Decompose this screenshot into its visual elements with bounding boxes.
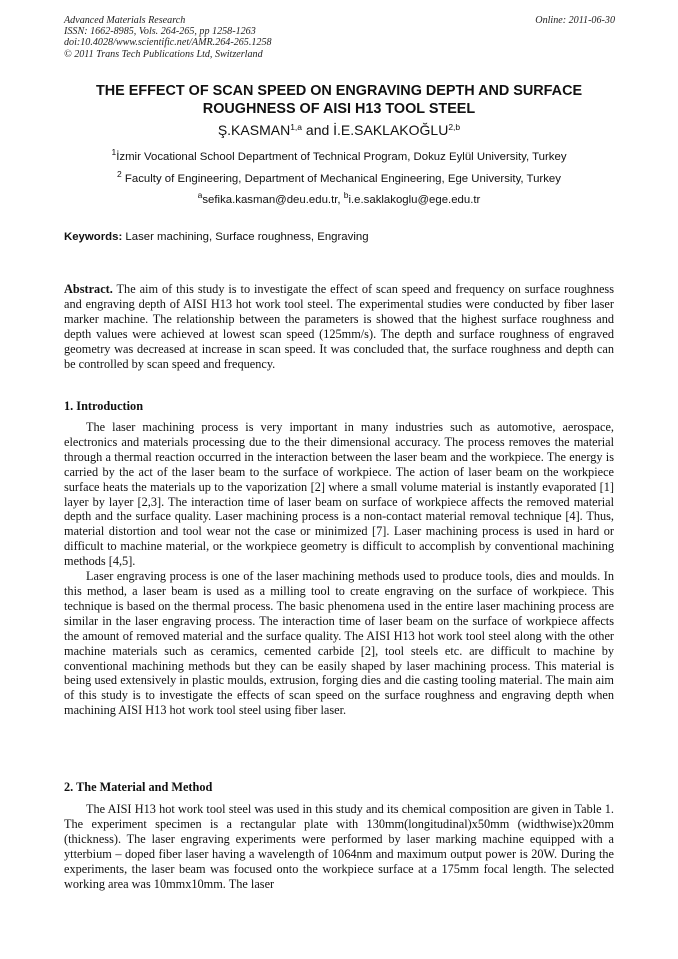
author-conjunction: and (302, 122, 334, 138)
section-1-paragraph-1: The laser machining process is very important in many industries such as automotive, aerospace, electronics and materials processing due to the their dimensional accuracy. The process removes the material through a thermal reaction occurred in the interaction between the laser beam and the workpiece. The energy is carried by the act of the laser beam to the surface of workpiece. The action of laser beam on the workpiece surface heats the materials up to the vaporization [2] where a small volume material is instantly evaporated [1] layer by layer [2,3]. The interaction time of laser beam on surface of workpiece affects the removed material depth and the surface quality. Laser machining process is a non-contact material removal technique [4]. Thus, material distortion and tool wear not the case or minimized [7]. Laser machining process is used in hard or difficult to machine material, or the workpiece geometry is difficult to accomplish by conventional machining methods [4,5]. (64, 420, 614, 569)
issn-line: ISSN: 1662-8985, Vols. 264-265, pp 1258-1263 (64, 26, 256, 38)
journal-name: Advanced Materials Research (64, 15, 186, 26)
section-2-paragraph-1: The AISI H13 hot work tool steel was used in this study and its chemical composition are given in Table 1. The experiment specimen is a rectangular plate with 130mm(longitudinal)x50mm (widthwise)x20mm (thickness). The laser engraving experiments were performed by laser marking machine equipped with a ytterbium – doped fiber laser having a wavelength of 1064nm and maximum output power is 20W. During the experiments, the laser beam was focused onto the workpiece surface at a 175mm focal length. The selected working area was 10mmx10mm. The laser (64, 802, 614, 891)
affiliation-2-text: Faculty of Engineering, Department of Mechanical Engineering, Ege University, Turkey (121, 173, 561, 185)
title-line-1: THE EFFECT OF SCAN SPEED ON ENGRAVING DEPTH AND SURFACE (95, 83, 583, 99)
abstract-label: Abstract. (64, 282, 113, 296)
abstract-text: The aim of this study is to investigate the effect of scan speed and frequency on surface roughness and engraving depth of AISI H13 hot work tool steel. The experimental studies were conducted by fiber laser marker machine. The relationship between the parameters is showed that the highest surface roughness and depth values were achieved at lowest scan speed (125mm/s). The depth and surface roughness of engraved geometry was decreased at increase in scan speed. It was concluded that, the surface roughness and depth can be controlled by scan speed and frequency. (64, 282, 614, 371)
email-a-mark: a (197, 190, 203, 200)
author-2: İ.E.SAKLAKOĞLU (333, 122, 449, 138)
author-1: Ş.KASMAN (217, 122, 291, 138)
online-date: Online: 2011-06-30 (535, 15, 615, 26)
email-b-mark: b (343, 190, 349, 200)
section-1-body (64, 420, 614, 718)
journal-header (64, 15, 272, 60)
email-a[interactable]: sefika.kasman@deu.edu.tr, (202, 194, 344, 206)
email-line (40, 190, 638, 207)
keywords (64, 230, 624, 244)
keywords-label: Keywords: (64, 231, 123, 243)
section-1-paragraph-2: Laser engraving process is one of the laser machining methods used to produce tools, dies and moulds. In this method, a laser beam is used as a milling tool to create engraving on the surface of workpiece. This technique is based on the thermal process. The basic phenomena used in the entire laser machining process are similar in the laser engraving process. The interaction time of laser beam on the surface of workpiece affects the amount of removed material and the surface quality. The AISI H13 hot work tool steel along with the other machine materials such as ceramics, cemented carbide [2], tool steels etc. are difficult to machine by conventional machining methods but they can be easily shaped by laser machining process. This material is being used extensively in plastic moulds, extrusion, forging dies and die casting tooling material. The main aim of this study is to investigate the effects of scan speed on the surface roughness and engraving depth when machining AISI H13 hot work tool steel using fiber laser. (64, 569, 614, 718)
paper-title (40, 82, 638, 118)
affiliation-1 (40, 147, 638, 164)
affiliation-2-mark: 2 (117, 169, 122, 179)
author-2-affiliation-mark: 2,b (448, 122, 461, 132)
keywords-text: Laser machining, Surface roughness, Engraving (122, 231, 369, 243)
section-2-heading: 2. The Material and Method (64, 780, 213, 794)
affiliation-1-text: İzmir Vocational School Department of Technical Program, Dokuz Eylül University, Turkey (116, 151, 567, 163)
doi-line: doi:10.4028/www.scientific.net/AMR.264-265.1258 (64, 37, 272, 49)
author-line (40, 121, 638, 139)
section-1-heading: 1. Introduction (64, 399, 144, 413)
abstract (64, 282, 614, 371)
section-2-body (64, 802, 614, 891)
author-1-affiliation-mark: 1,a (290, 122, 303, 132)
title-line-2: ROUGHNESS OF AISI H13 TOOL STEEL (202, 101, 476, 117)
affiliation-1-mark: 1 (111, 147, 117, 157)
affiliation-2 (40, 169, 638, 186)
email-b[interactable]: i.e.saklakoglu@ege.edu.tr (348, 194, 481, 206)
copyright-line: © 2011 Trans Tech Publications Ltd, Switzerland (64, 48, 263, 60)
